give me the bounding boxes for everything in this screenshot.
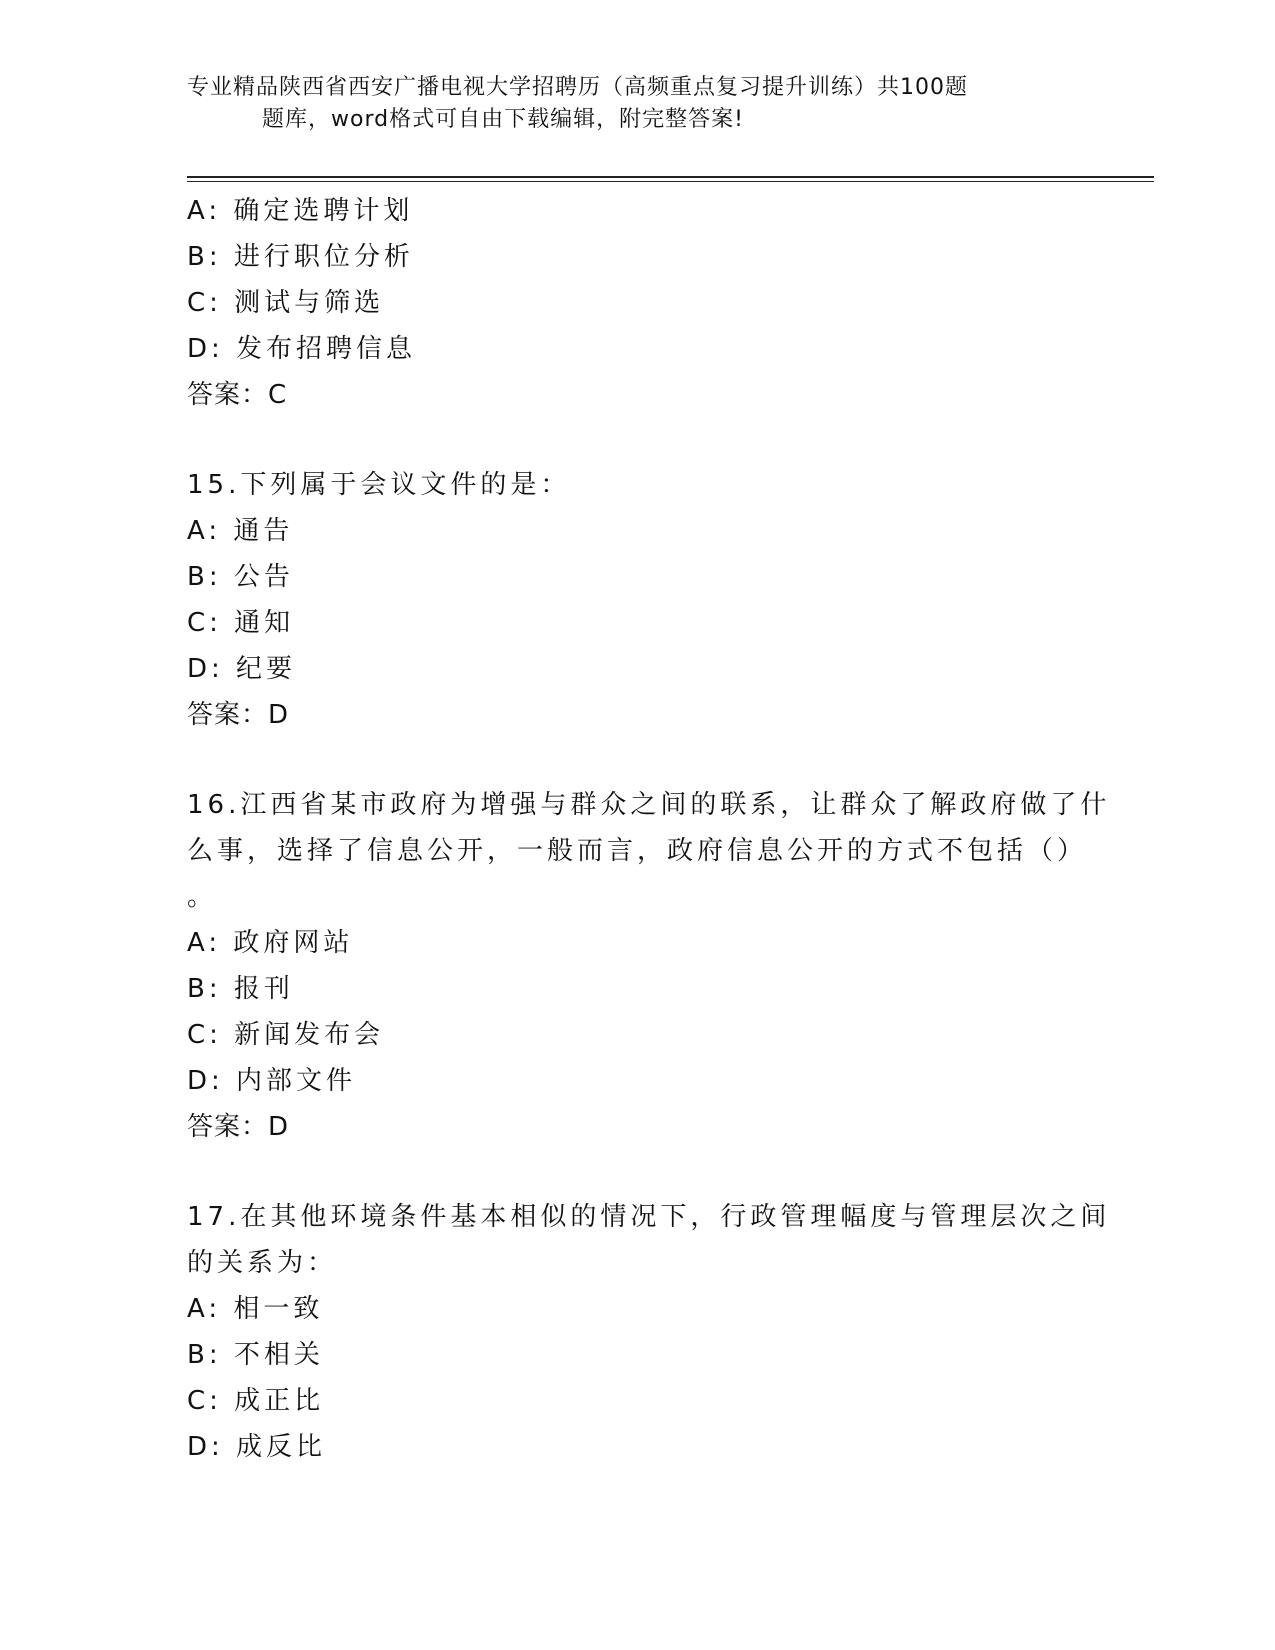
option-d: D: 成反比 — [187, 1432, 327, 1462]
document-body — [187, 188, 1111, 1470]
option-d: D: 发布招聘信息 — [187, 334, 417, 364]
question-17-block — [187, 1194, 1111, 1470]
option-c: C: 成正比 — [187, 1386, 325, 1416]
option-b: B: 进行职位分析 — [187, 242, 414, 272]
question-text: 15.下列属于会议文件的是： — [187, 470, 571, 500]
option-a: A: 相一致 — [187, 1294, 324, 1324]
option-a: A: 确定选聘计划 — [187, 196, 414, 226]
option-d: D: 纪要 — [187, 654, 297, 684]
option-a: A: 通告 — [187, 516, 294, 546]
question-text-line1: 17.在其他环境条件基本相似的情况下，行政管理幅度与管理层次之间 — [187, 1202, 1111, 1232]
question-15-block — [187, 462, 1087, 738]
question-text-line3: 。 — [187, 882, 218, 912]
answer-line: 答案：D — [187, 700, 290, 730]
header-title-line1: 专业精品陕西省西安广播电视大学招聘历（高频重点复习提升训练）共100题 — [187, 75, 968, 100]
option-c: C: 测试与筛选 — [187, 288, 385, 318]
question-text-line2: 么事，选择了信息公开，一般而言，政府信息公开的方式不包括（） — [187, 836, 1088, 866]
option-a: A: 政府网站 — [187, 928, 354, 958]
question-14-block — [187, 188, 1087, 418]
option-c: C: 新闻发布会 — [187, 1020, 385, 1050]
answer-line: 答案：D — [187, 1112, 290, 1142]
header-rule-bottom — [187, 181, 1154, 182]
document-header — [187, 72, 1047, 136]
header-title-line2: 题库，word格式可自由下载编辑，附完整答案! — [262, 107, 744, 132]
question-16-block — [187, 782, 1111, 1150]
question-text-line2: 的关系为： — [187, 1248, 338, 1278]
question-text-line1: 16.江西省某市政府为增强与群众之间的联系，让群众了解政府做了什 — [187, 790, 1111, 820]
answer-line: 答案：C — [187, 380, 288, 410]
header-rule-top — [187, 176, 1154, 178]
option-d: D: 内部文件 — [187, 1066, 357, 1096]
option-b: B: 报刊 — [187, 974, 294, 1004]
option-c: C: 通知 — [187, 608, 295, 638]
option-b: B: 不相关 — [187, 1340, 324, 1370]
option-b: B: 公告 — [187, 562, 294, 592]
